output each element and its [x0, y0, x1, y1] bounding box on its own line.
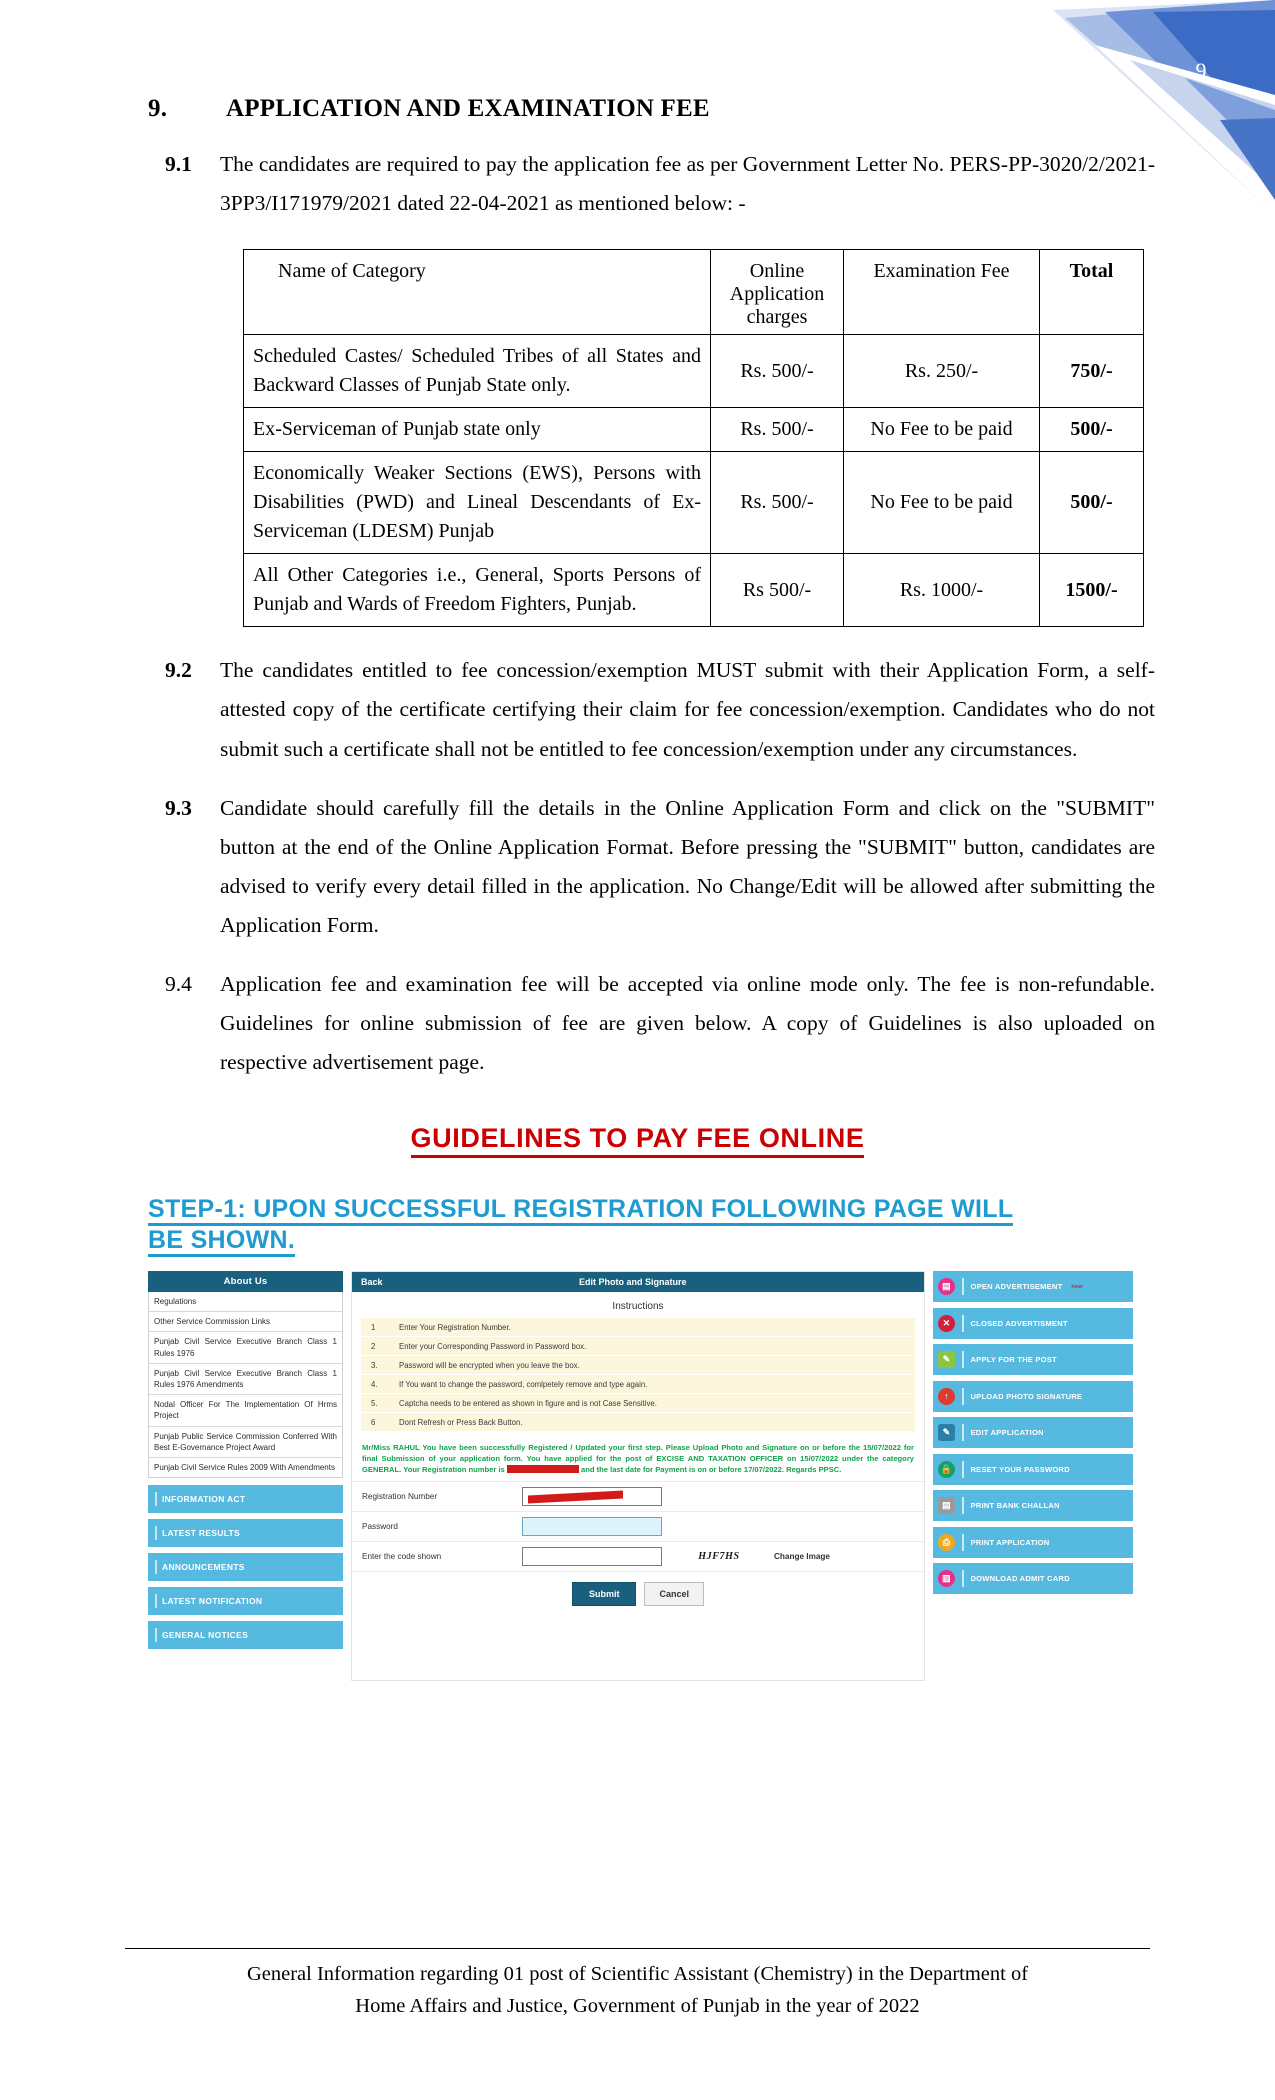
field-row-captcha [352, 1541, 924, 1571]
cell-category: All Other Categories i.e., General, Sports Persons of Punjab and Wards of Freedom Fighters, Punjab. [244, 554, 711, 627]
registration-notice [352, 1432, 924, 1481]
cell-category: Scheduled Castes/ Scheduled Tribes of all States and Backward Classes of Punjab State only. [244, 335, 711, 408]
paragraph-text: Candidate should carefully fill the details in the Online Application Form and click on the "SUBMIT" button at the end of the Online Application Format. Before pressing the "SUBMIT" button, candidates are advised to verify every detail filled in the application. No Change/Edit will be allowed after submitting the Application Form. [220, 795, 1155, 937]
center-bar-title: Edit Photo and Signature [579, 1277, 687, 1287]
divider [962, 1424, 964, 1441]
right-button-print-application[interactable] [933, 1527, 1133, 1558]
page-footer [125, 1948, 1150, 2023]
list-item[interactable]: Punjab Civil Service Rules 2009 With Amendments [154, 1462, 335, 1472]
cell-total: 500/- [1040, 452, 1144, 554]
divider [962, 1351, 964, 1368]
cell-total: 500/- [1040, 408, 1144, 452]
list-item[interactable]: Regulations [149, 1292, 342, 1312]
instructions-title: Instructions [612, 1301, 664, 1312]
center-top-bar [352, 1272, 924, 1292]
list-item[interactable]: Punjab Civil Service Executive Branch Class 1 Rules 1976 [149, 1332, 342, 1363]
paragraph-label: 9.4 [165, 972, 192, 997]
instruction-number: 3. [371, 1360, 378, 1370]
list-item [361, 1318, 915, 1337]
right-button-open-advertisement[interactable] [933, 1271, 1133, 1302]
table-row [244, 452, 1144, 554]
apply-for-post-icon: ✎ [938, 1351, 955, 1368]
divider [962, 1461, 964, 1478]
list-item [361, 1337, 915, 1356]
list-item [361, 1394, 915, 1413]
table-row [244, 554, 1144, 627]
table-row [244, 335, 1144, 408]
instruction-text: Password will be encrypted when you leave the box. [399, 1360, 580, 1370]
section-number: 9. [148, 95, 168, 122]
sidebar-button-information-act[interactable]: INFORMATION ACT [148, 1485, 343, 1513]
table-header-row [244, 250, 1144, 335]
embedded-screenshot [148, 1271, 1133, 1681]
cell-examination-fee: Rs. 1000/- [844, 554, 1040, 627]
field-row-password [352, 1511, 924, 1541]
cell-category: Economically Weaker Sections (EWS), Persons with Disabilities (PWD) and Lineal Descendants of Ex-Serviceman (LDESM) Punjab [244, 452, 711, 554]
list-item[interactable]: Punjab Public Service Commission Conferred With Best E-Governance Project Award [149, 1427, 342, 1458]
button-label: PRINT APPLICATION [970, 1537, 1050, 1547]
instruction-number: 5. [371, 1398, 378, 1408]
cell-category: Ex-Serviceman of Punjab state only [244, 408, 711, 452]
button-label: RESET YOUR PASSWORD [970, 1464, 1070, 1474]
captcha-input[interactable] [522, 1547, 662, 1566]
notice-text-part-1: Mr/Miss RAHUL You have been successfully Registered / Updated your first step. Please Upload Photo and Signature on or before the 15/07/2022 for final Submission of your application form. You have applied for the post of EXCISE AND TAXATION OFFICER on 15/07/2022 under the category GENERAL. Your Registration number is [362, 1443, 914, 1474]
fee-table-wrapper [0, 249, 1275, 627]
instruction-text: Enter your Corresponding Password in Password box. [399, 1341, 587, 1351]
button-label: EDIT APPLICATION [970, 1428, 1044, 1437]
button-label: UPLOAD PHOTO SIGNATURE [970, 1391, 1083, 1401]
footer-line-1: General Information regarding 01 post of Scientific Assistant (Chemistry) in the Department of [246, 1963, 1029, 1985]
list-item [361, 1413, 915, 1432]
sidebar-button-announcements[interactable]: ANNOUNCEMENTS [148, 1553, 343, 1581]
right-button-print-bank-challan[interactable] [933, 1490, 1133, 1521]
instruction-text: Enter Your Registration Number. [399, 1322, 511, 1332]
left-button-group [148, 1485, 343, 1649]
instruction-number: 6 [371, 1417, 376, 1427]
notice-text-part-2: and the last date for Payment is on or before 17/07/2022. Regards PPSC. [578, 1465, 842, 1474]
right-button-upload-photo-signature[interactable] [933, 1381, 1133, 1412]
field-label: Enter the code shown [362, 1552, 442, 1561]
paragraph-label: 9.1 [165, 152, 192, 176]
submit-button[interactable]: Submit [572, 1582, 637, 1606]
cell-examination-fee: Rs. 250/- [844, 335, 1040, 408]
instruction-text: Captcha needs to be entered as shown in figure and is not Case Sensitive. [399, 1398, 657, 1408]
form-button-row [352, 1571, 924, 1618]
table-row [244, 408, 1144, 452]
field-row-registration-number [352, 1481, 924, 1511]
paragraph-text: The candidates entitled to fee concession/exemption MUST submit with their Application Form, a self-attested copy of the certificate certifying their claim for fee concession/exemption. Candidates who do not submit such a certificate shall not be entitled to fee concession/exemption under any circumstances. [220, 658, 1155, 761]
step-1-heading-text: STEP-1: UPON SUCCESSFUL REGISTRATION FOLLOWING PAGE WILL BE SHOWN. [148, 1195, 1013, 1258]
divider [962, 1278, 964, 1295]
paragraph-label: 9.2 [165, 658, 192, 683]
captcha-image: HJF7HS [698, 1551, 740, 1562]
right-button-reset-your-password[interactable] [933, 1454, 1133, 1485]
screenshot-left-panel [148, 1271, 343, 1681]
page-number: 9 [1195, 58, 1207, 83]
sidebar-button-general-notices[interactable]: GENERAL NOTICES [148, 1621, 343, 1649]
about-us-link-list [148, 1292, 343, 1478]
right-button-download-admit-card[interactable] [933, 1563, 1133, 1594]
application-fee-table [243, 249, 1144, 627]
step-1-heading [148, 1194, 1053, 1258]
col-header-examination-fee: Examination Fee [844, 250, 1040, 335]
paragraph-9-1 [0, 145, 1275, 223]
divider [962, 1388, 964, 1405]
instruction-number: 1 [371, 1322, 376, 1332]
field-label: Password [362, 1522, 398, 1531]
divider [962, 1534, 964, 1551]
button-label: OPEN ADVERTISEMENT [970, 1282, 1063, 1291]
cell-online-charges: Rs. 500/- [711, 408, 844, 452]
button-label: CLOSED ADVERTISMENT [970, 1318, 1068, 1328]
change-image-link[interactable]: Change Image [774, 1552, 830, 1561]
cell-examination-fee: No Fee to be paid [844, 452, 1040, 554]
print-bank-challan-icon: ▤ [938, 1497, 955, 1514]
cell-examination-fee: No Fee to be paid [844, 408, 1040, 452]
button-label: DOWNLOAD ADMIT CARD [970, 1574, 1070, 1583]
cell-total: 750/- [1040, 335, 1144, 408]
list-item[interactable]: Nodal Officer For The Implementation Of Hrms Project [149, 1395, 342, 1426]
divider [962, 1497, 964, 1514]
upload-photo-icon: ↑ [938, 1388, 955, 1405]
button-label: PRINT BANK CHALLAN [970, 1501, 1060, 1510]
cell-online-charges: Rs 500/- [711, 554, 844, 627]
screenshot-center-panel [351, 1271, 925, 1681]
right-button-apply-for-the-post[interactable] [933, 1344, 1133, 1375]
registration-number-input[interactable] [522, 1487, 662, 1506]
paragraph-9-3 [0, 789, 1275, 946]
download-admit-card-icon: ▥ [938, 1570, 955, 1587]
password-input[interactable] [522, 1517, 662, 1536]
instruction-text: Dont Refresh or Press Back Button. [399, 1417, 523, 1427]
button-label: APPLY FOR THE POST [970, 1355, 1057, 1364]
paragraph-9-2 [0, 651, 1275, 768]
instruction-number: 2 [371, 1341, 376, 1351]
col-header-total: Total [1040, 250, 1144, 335]
instruction-number: 4. [371, 1379, 378, 1389]
list-item[interactable]: Other Service Commission Links [149, 1312, 342, 1332]
new-badge: new [1071, 1283, 1083, 1290]
instructions-list [352, 1318, 924, 1432]
screenshot-right-panel [933, 1271, 1133, 1681]
cell-online-charges: Rs. 500/- [711, 335, 844, 408]
list-item[interactable]: Punjab Civil Service Executive Branch Class 1 Rules 1976 Amendments [149, 1364, 342, 1395]
redacted-registration-number [507, 1465, 579, 1473]
field-label: Registration Number [362, 1492, 438, 1501]
about-us-header: About Us [148, 1271, 343, 1292]
list-item [361, 1375, 915, 1394]
paragraph-text: Application fee and examination fee will be accepted via online mode only. The fee is non-refundable. Guidelines for online submission of fee are given below. A copy of Guidelines is also uploaded on respective advertisement page. [220, 972, 1155, 1075]
footer-line-2: Home Affairs and Justice, Government of Punjab in the year of 2022 [355, 1994, 920, 2017]
open-advertisement-icon: ▤ [938, 1278, 955, 1295]
divider [962, 1315, 964, 1332]
guidelines-heading [0, 1123, 1275, 1154]
cell-online-charges: Rs. 500/- [711, 452, 844, 554]
divider [962, 1570, 964, 1587]
col-header-online-charges: Online Application charges [711, 250, 844, 335]
col-header-category: Name of Category [244, 250, 711, 335]
sidebar-button-latest-notification[interactable]: LATEST NOTIFICATION [148, 1587, 343, 1615]
paragraph-text: The candidates are required to pay the application fee as per Government Letter No. PERS-PP-3020/2/2021-3PP3/I171979/2021 dated 22-04-2021 as mentioned below: - [220, 152, 1155, 216]
print-application-icon: ⎙ [938, 1534, 955, 1551]
paragraph-label: 9.3 [165, 795, 192, 820]
right-button-edit-application[interactable] [933, 1417, 1133, 1448]
closed-advertisement-icon: ✕ [938, 1315, 955, 1332]
section-heading [0, 95, 1275, 123]
list-item [361, 1356, 915, 1375]
sidebar-button-latest-results[interactable]: LATEST RESULTS [148, 1519, 343, 1547]
cancel-button[interactable]: Cancel [644, 1582, 704, 1606]
cell-total: 1500/- [1040, 554, 1144, 627]
section-title: APPLICATION AND EXAMINATION FEE [226, 95, 710, 122]
edit-application-icon: ✎ [938, 1424, 955, 1441]
paragraph-9-4 [0, 965, 1275, 1082]
instruction-text: If You want to change the password, comlpetely remove and type again. [399, 1379, 648, 1389]
guidelines-heading-text: GUIDELINES TO PAY FEE ONLINE [411, 1123, 865, 1158]
right-button-closed-advertisement[interactable] [933, 1308, 1133, 1339]
back-button[interactable]: Back [361, 1277, 383, 1287]
reset-password-icon: 🔒 [938, 1461, 955, 1478]
